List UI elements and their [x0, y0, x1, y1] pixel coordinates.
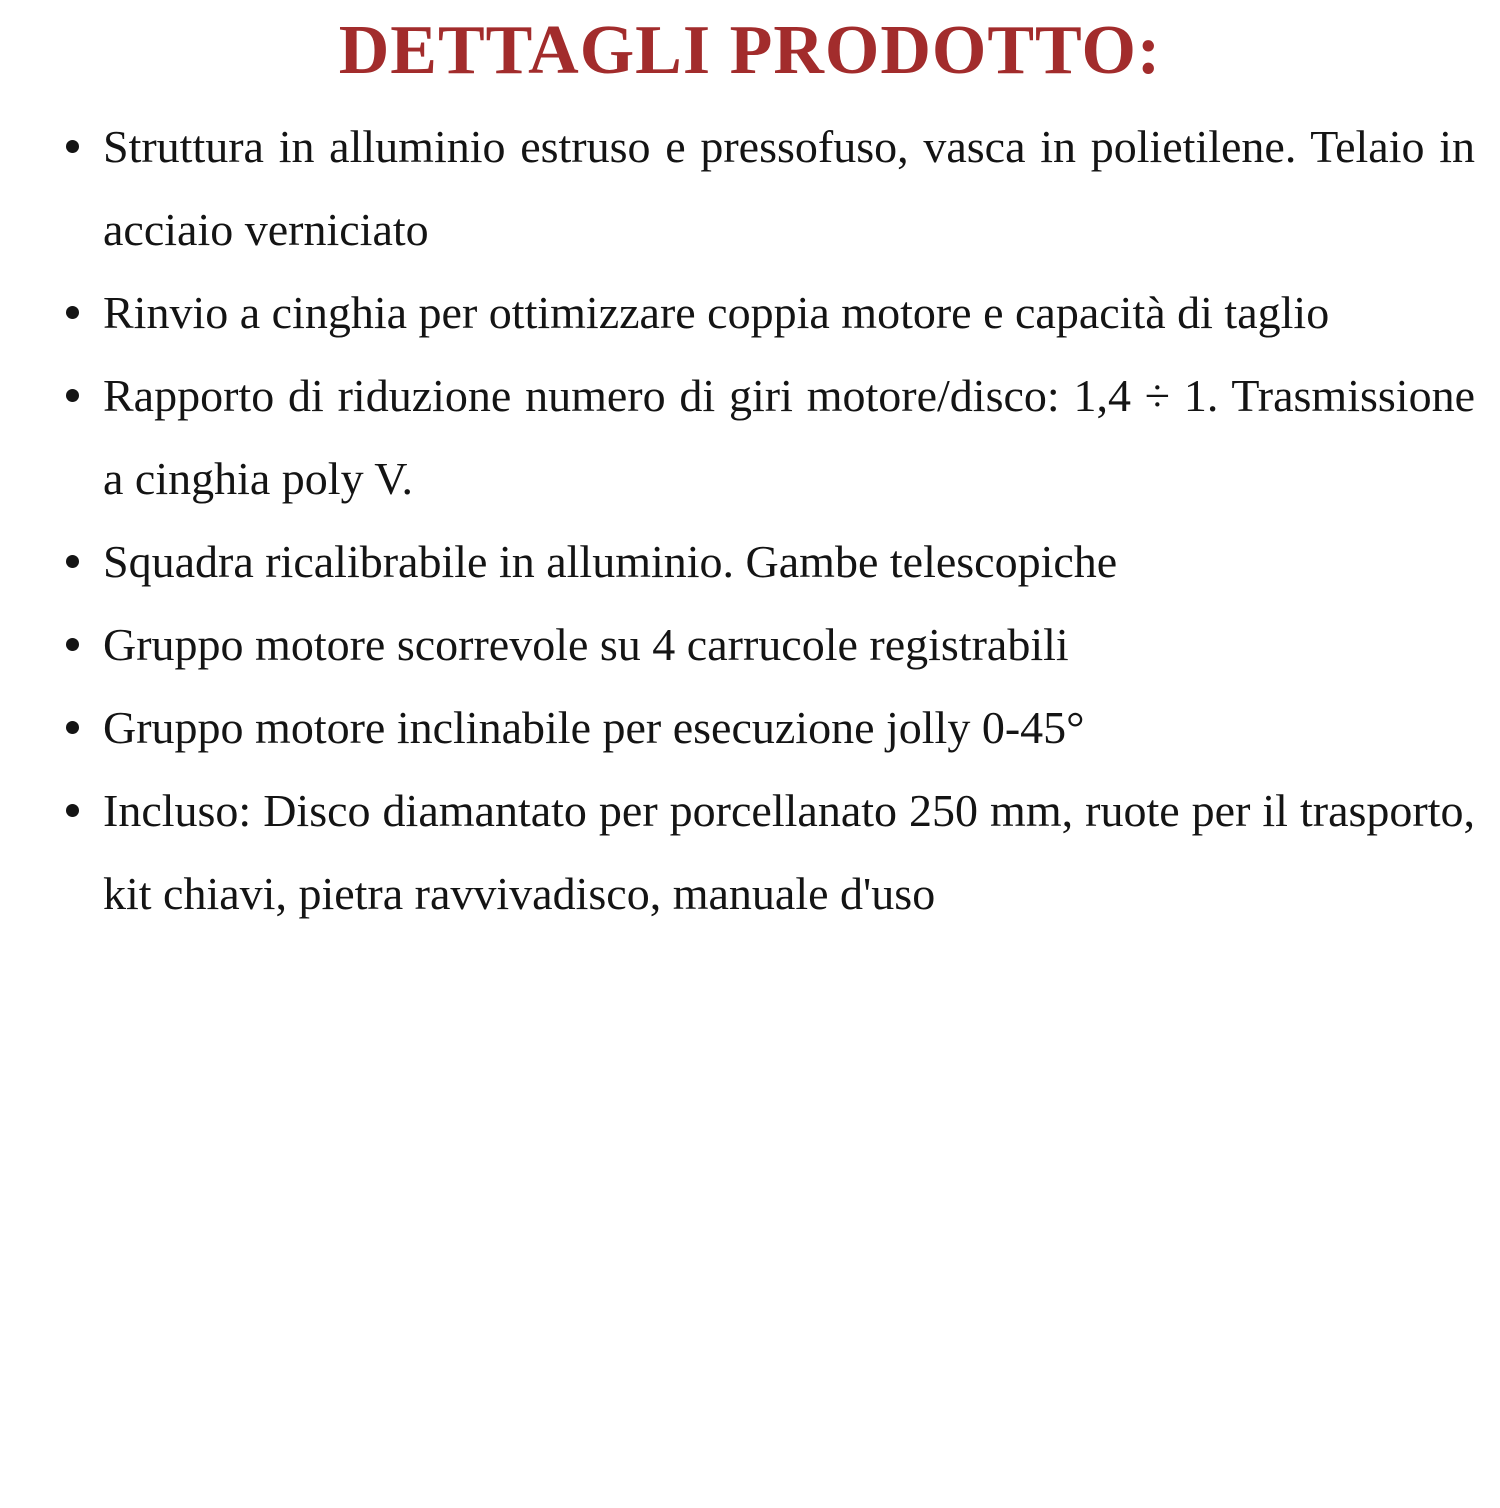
list-item	[103, 686, 1475, 769]
list-item	[103, 105, 1475, 271]
bullet-icon	[66, 140, 79, 153]
page-title: DETTAGLI PRODOTTO:	[338, 12, 1162, 89]
bullet-icon	[66, 638, 79, 651]
list-item-text: Incluso: Disco diamantato per porcellanato 250 mm, ruote per il trasporto, kit chiavi, pietra ravvivadisco, manuale d'uso	[103, 785, 1475, 920]
product-details-list	[103, 105, 1475, 935]
list-item-text: Struttura in alluminio estruso e pressofuso, vasca in polietilene. Telaio in acciaio verniciato	[103, 121, 1475, 256]
bullet-icon	[66, 306, 79, 319]
list-item	[103, 354, 1475, 520]
list-item-text: Squadra ricalibrabile in alluminio. Gambe telescopiche	[103, 536, 1118, 588]
bullet-icon	[66, 804, 79, 817]
list-item	[103, 520, 1475, 603]
list-item-text: Gruppo motore inclinabile per esecuzione jolly 0-45°	[103, 702, 1085, 754]
list-item	[103, 769, 1475, 935]
list-item-text: Rapporto di riduzione numero di giri motore/disco: 1,4 ÷ 1. Trasmissione a cinghia poly V.	[103, 370, 1475, 505]
list-item-text: Rinvio a cinghia per ottimizzare coppia motore e capacità di taglio	[103, 287, 1330, 339]
list-item	[103, 603, 1475, 686]
bullet-icon	[66, 389, 79, 402]
bullet-icon	[66, 555, 79, 568]
list-item	[103, 271, 1475, 354]
list-item-text: Gruppo motore scorrevole su 4 carrucole registrabili	[103, 619, 1069, 671]
bullet-icon	[66, 721, 79, 734]
